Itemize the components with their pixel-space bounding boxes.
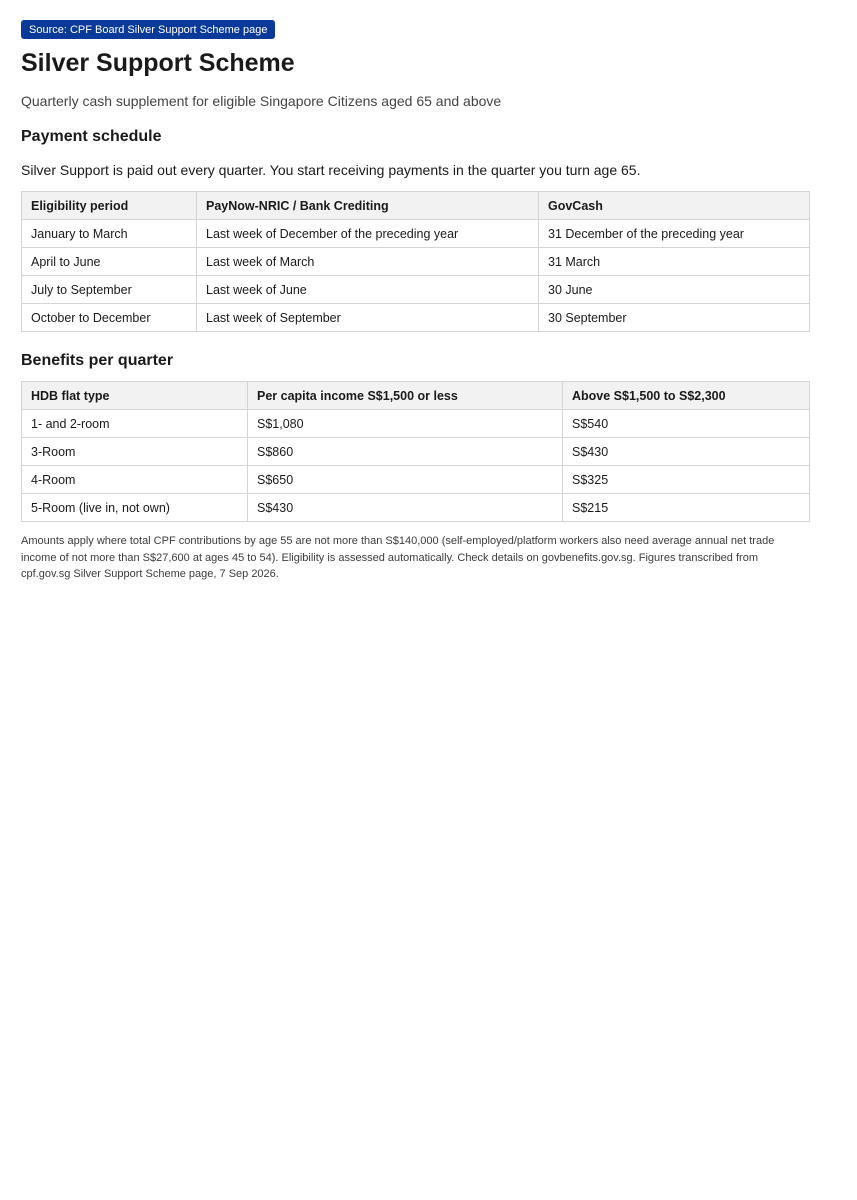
table-row [22,438,810,466]
table-cell: 30 September [539,304,810,332]
column-header: GovCash [539,192,810,220]
table-cell: Last week of September [197,304,539,332]
table-cell: S$430 [248,494,563,522]
payment-schedule-intro: Silver Support is paid out every quarter. You start receiving payments in the quarter you turn age 65. [21,162,641,178]
table-cell: April to June [22,248,197,276]
table-row [22,466,810,494]
table-cell: Last week of March [197,248,539,276]
source-badge: Source: CPF Board Silver Support Scheme page [21,20,275,39]
table-header-row [22,192,810,220]
table-cell: S$325 [563,466,810,494]
table-cell: July to September [22,276,197,304]
table-cell: S$540 [563,410,810,438]
column-header: Per capita income S$1,500 or less [248,382,563,410]
table-cell: S$860 [248,438,563,466]
table-cell: S$430 [563,438,810,466]
table-row [22,410,810,438]
benefits-heading: Benefits per quarter [21,352,174,369]
table-cell: 5-Room (live in, not own) [22,494,248,522]
benefits-table [21,381,810,522]
table-cell: 1- and 2-room [22,410,248,438]
payment-schedule-heading: Payment schedule [21,128,162,145]
table-header-row [22,382,810,410]
page-subtitle: Quarterly cash supplement for eligible Singapore Citizens aged 65 and above [21,93,502,109]
payment-schedule-table [21,191,810,332]
table-cell: S$1,080 [248,410,563,438]
footnote: Amounts apply where total CPF contributions by age 55 are not more than S$140,000 (self-employed/platform workers also need average annual net trade income of not more than S$27,600 at ages 45 to 54). Eligibility is assessed automatically. Check details on govbenefits.gov.sg. Figures transcribed from cpf.gov.sg Silver Support Scheme page, 7 Sep 2026. [21,535,775,580]
table-cell: 31 December of the preceding year [539,220,810,248]
table-cell: 4-Room [22,466,248,494]
table-cell: January to March [22,220,197,248]
table-row [22,494,810,522]
document-page [0,0,857,583]
page-title: Silver Support Scheme [21,49,295,77]
table-row [22,304,810,332]
table-cell: 31 March [539,248,810,276]
table-cell: S$650 [248,466,563,494]
table-cell: S$215 [563,494,810,522]
table-row [22,248,810,276]
table-cell: 3-Room [22,438,248,466]
table-cell: Last week of December of the preceding year [197,220,539,248]
column-header: PayNow-NRIC / Bank Crediting [197,192,539,220]
table-cell: Last week of June [197,276,539,304]
table-cell: October to December [22,304,197,332]
column-header: HDB flat type [22,382,248,410]
table-row [22,276,810,304]
table-cell: 30 June [539,276,810,304]
column-header: Eligibility period [22,192,197,220]
table-row [22,220,810,248]
column-header: Above S$1,500 to S$2,300 [563,382,810,410]
